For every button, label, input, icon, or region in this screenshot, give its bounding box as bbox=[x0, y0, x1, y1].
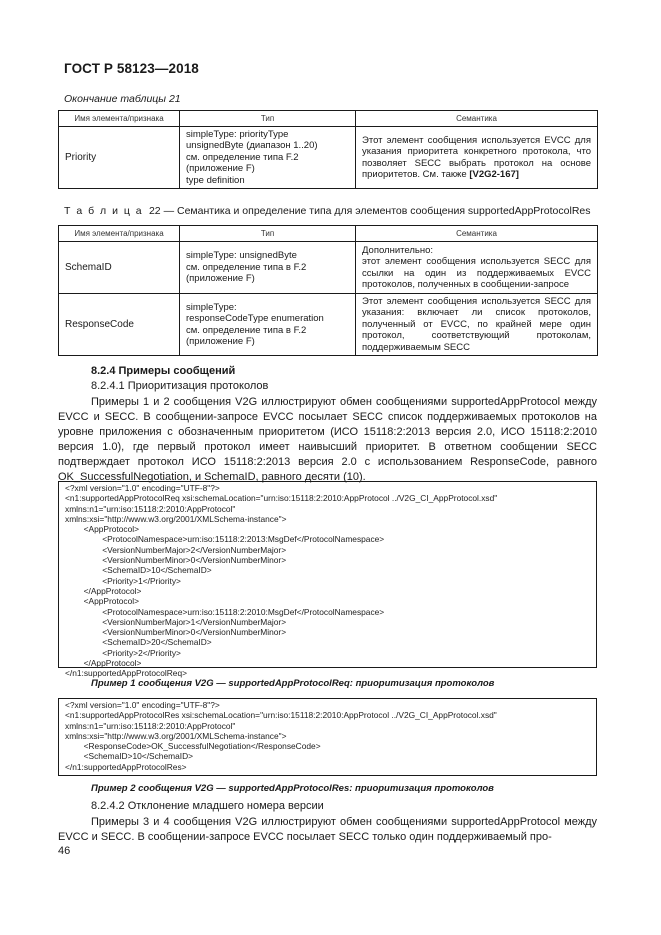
code-line: <VersionNumberMajor>2</VersionNumberMajor> bbox=[65, 544, 287, 555]
table22-cell-name: ResponseCode bbox=[59, 294, 180, 356]
type-line: см. определение типа в F.2 bbox=[186, 324, 307, 336]
semantics-reference: [V2G2-167] bbox=[469, 168, 519, 180]
type-line: см. определение типа F.2 bbox=[186, 151, 299, 163]
type-line: simpleType: priorityType bbox=[186, 129, 289, 140]
table21-cell-semantics bbox=[356, 127, 598, 189]
example-2-caption: Пример 2 сообщения V2G — supportedAppProtocolRes: приоритизация протоколов bbox=[91, 783, 494, 794]
code-line: <Priority>1</Priority> bbox=[65, 575, 181, 586]
table22-caption-prefix: Т а б л и ц а bbox=[64, 205, 144, 217]
table21-header-semantics: Семантика bbox=[356, 111, 598, 127]
subsection-heading-1: 8.2.4.1 Приоритизация протоколов bbox=[91, 380, 269, 392]
type-line: см. определение типа в F.2 bbox=[186, 261, 307, 273]
code-line: <SchemaID>10</SchemaID> bbox=[65, 565, 212, 576]
table22 bbox=[58, 225, 598, 356]
type-line: (приложение F) bbox=[186, 273, 255, 285]
table-row bbox=[59, 242, 598, 294]
table22-header-row bbox=[59, 226, 598, 242]
table22-caption bbox=[64, 205, 591, 217]
code-line: <VersionNumberMajor>1</VersionNumberMajor> bbox=[65, 616, 287, 627]
code-line: </n1:supportedAppProtocolReq> bbox=[65, 668, 187, 679]
section-heading: 8.2.4 Примеры сообщений bbox=[91, 365, 236, 377]
code-line: <?xml version="1.0" encoding="UTF-8"?> bbox=[65, 483, 220, 493]
table22-cell-semantics bbox=[356, 242, 598, 294]
type-line: responseCodeType enumeration bbox=[186, 313, 324, 325]
code-line: xmlns:xsi="http://www.w3.org/2001/XMLSchema-instance"> bbox=[65, 513, 287, 524]
table21-header-row bbox=[59, 111, 598, 127]
document-header: ГОСТ Р 58123—2018 bbox=[64, 61, 199, 76]
type-line: (приложение F) bbox=[186, 335, 255, 347]
code-line: <VersionNumberMinor>0</VersionNumberMinor> bbox=[65, 627, 287, 638]
code-line: <AppProtocol> bbox=[65, 524, 140, 535]
type-line: unsignedByte (диапазон 1..20) bbox=[186, 140, 318, 152]
code-line: xmlns:n1="urn:iso:15118:2:2010:AppProtocol" bbox=[65, 720, 236, 731]
code-line: </AppProtocol> bbox=[65, 658, 142, 669]
type-line: (приложение F) bbox=[186, 163, 255, 175]
table22-header-type: Тип bbox=[180, 226, 356, 242]
type-line: simpleType: bbox=[186, 301, 237, 313]
code-line: <?xml version="1.0" encoding="UTF-8"?> bbox=[65, 700, 220, 710]
table21-header-name: Имя элемента/признака bbox=[59, 111, 180, 127]
code-line: <SchemaID>20</SchemaID> bbox=[65, 637, 212, 648]
table21-cell-name: Priority bbox=[59, 127, 180, 189]
table22-cell-semantics: Этот элемент сообщения используется SECC для указания: включает ли список протоколов, полученный от EVCC, по крайней мере один протокол, соответствующий протоколам, поддерживаемым SECC bbox=[356, 294, 598, 356]
code-line: <AppProtocol> bbox=[65, 596, 140, 607]
xml-example-2 bbox=[58, 698, 597, 776]
xml-example-1 bbox=[58, 481, 597, 679]
table22-cell-name: SchemaID bbox=[59, 242, 180, 294]
code-line: </AppProtocol> bbox=[65, 585, 142, 596]
example-1-caption: Пример 1 сообщения V2G — supportedAppProtocolReq: приоритизация протоколов bbox=[91, 678, 495, 689]
table22-cell-type bbox=[180, 242, 356, 294]
table-row bbox=[59, 127, 598, 189]
type-line: simpleType: unsignedByte bbox=[186, 250, 297, 262]
table22-cell-type bbox=[180, 294, 356, 356]
table21-cell-type bbox=[180, 127, 356, 189]
table22-header-semantics: Семантика bbox=[356, 226, 598, 242]
table-row bbox=[59, 294, 598, 356]
paragraph-2: Примеры 3 и 4 сообщения V2G иллюстрируют обмен сообщениями supportedAppProtocol между EVCC и SECC. В сообщении-запросе EVCC посылает SECC только один поддерживаемый про- bbox=[58, 816, 597, 843]
table21-caption: Окончание таблицы 21 bbox=[64, 93, 181, 105]
code-line: </n1:supportedAppProtocolRes> bbox=[65, 761, 187, 772]
table21 bbox=[58, 110, 598, 189]
code-line: xmlns:xsi="http://www.w3.org/2001/XMLSchema-instance"> bbox=[65, 730, 287, 741]
code-line: <ProtocolNamespace>urn:iso:15118:2:2010:MsgDef</ProtocolNamespace> bbox=[65, 606, 385, 617]
code-line: xmlns:n1="urn:iso:15118:2:2010:AppProtocol" bbox=[65, 503, 236, 514]
semantics-text: этот элемент сообщения используется SECC для ссылки на один из поддерживаемых EVCC протоколов, полученных в сообщении-запросе bbox=[362, 256, 591, 290]
code-line: <n1:supportedAppProtocolReq xsi:schemaLocation="urn:iso:15118:2:2010:AppProtocol ../V2G_CI_AppProtocol.xsd" bbox=[65, 493, 498, 504]
code-line: <Priority>2</Priority> bbox=[65, 647, 181, 658]
subsection-heading-2: 8.2.4.2 Отклонение младшего номера версии bbox=[91, 800, 324, 812]
table22-caption-text: 22 — Семантика и определение типа для элементов сообщения supportedAppProtocolRes bbox=[148, 205, 591, 217]
semantics-lead: Дополнительно: bbox=[362, 244, 434, 256]
code-line: <SchemaID>10</SchemaID> bbox=[65, 751, 194, 762]
code-line: <ProtocolNamespace>urn:iso:15118:2:2013:MsgDef</ProtocolNamespace> bbox=[65, 534, 385, 545]
table22-header-name: Имя элемента/признака bbox=[59, 226, 180, 242]
code-line: <n1:supportedAppProtocolRes xsi:schemaLocation="urn:iso:15118:2:2010:AppProtocol ../V2G_CI_AppProtocol.xsd" bbox=[65, 710, 497, 721]
code-line: <ResponseCode>OK_SuccessfulNegotiation</ResponseCode> bbox=[65, 741, 321, 752]
paragraph-1: Примеры 1 и 2 сообщения V2G иллюстрируют обмен сообщениями supportedAppProtocol между EVCC и SECC. В сообщении-запросе EVCC посылает SECC список поддерживаемых протоколов на уровне приложения с обозначенным приоритетом (ИСО 15118:2:2013 версия 2.0, ИСО 15118:2:2010 версия 1.0), где первый протокол имеет наивысший приоритет. В ответном сообщении SECC подтверждает протокол ИСО 15118:2:2013 версия 2.0 с использованием ResponseCode, равного OK_SuccessfulNegotiation, и SchemaID, равного десяти (10). bbox=[58, 396, 597, 483]
type-line: type definition bbox=[186, 174, 245, 186]
code-line: <VersionNumberMinor>0</VersionNumberMinor> bbox=[65, 555, 287, 566]
page-number: 46 bbox=[58, 845, 71, 857]
semantics-text: Этот элемент сообщения используется EVCC для указания приоритета конкретного протокола, что позволяет SECC выбрать протокол на основе приоритетов. См. также bbox=[362, 134, 591, 180]
table21-header-type: Тип bbox=[180, 111, 356, 127]
